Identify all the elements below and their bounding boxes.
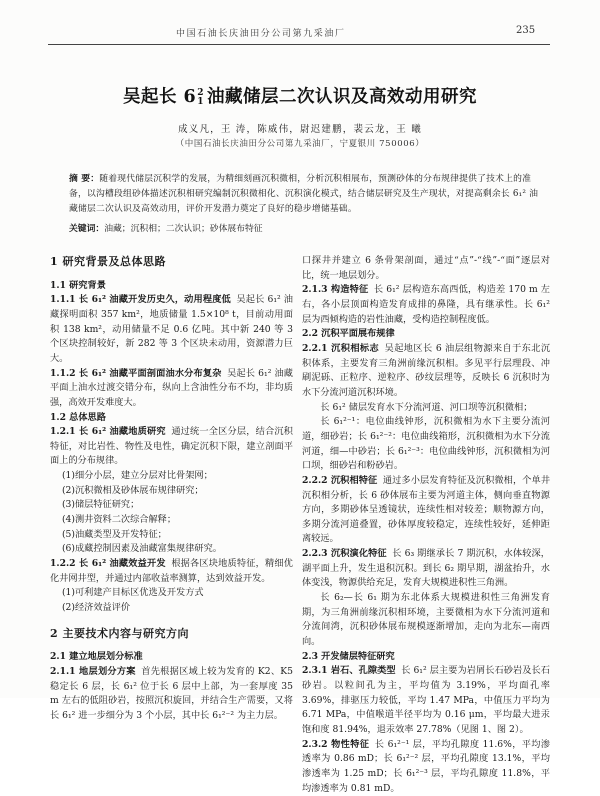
- author-list: 成义凡，王 涛，陈威伟，尉迟建鹏，裴云龙，王 曦: [178, 124, 422, 135]
- affiliation: （中国石油长庆油田分公司第九采油厂，宁夏银川 750006）: [175, 139, 425, 149]
- paragraph-lead: 1.2.1 长 6₁² 油藏地质研究: [50, 426, 166, 438]
- body-column-right: [302, 254, 551, 794]
- paragraph-text: 长 6₁²⁻¹：电位曲线钟形，沉积微相为水下主要分流河道，细砂岩；长 6₁²⁻²：电位曲线箱形，沉积微相为水下分流河道，细—中砂岩；长 6₁²⁻³：电位曲线钟形，沉积微相为河口坝，细砂岩和粉砂岩。: [302, 416, 550, 472]
- paragraph: [302, 591, 550, 650]
- list-item: (2)经济效益评价: [61, 602, 131, 614]
- paragraph-lead: 1.1.2 长 6₁² 油藏平面剖面油水分布复杂: [50, 367, 222, 379]
- paragraph: [50, 293, 293, 366]
- paragraph-text: 吴起长 6₁² 油藏平面上油水过渡交错分布，纵向上含油性分布不均，非均质强，高效开发难度大。: [50, 367, 293, 408]
- title-part-a: 吴起长 6: [122, 87, 197, 107]
- paragraph-lead: 1.2.2 长 6₁² 油藏效益开发: [50, 558, 166, 570]
- keywords-label: 关键词：: [69, 224, 105, 234]
- paragraph: [302, 415, 550, 474]
- paragraph-text: 长 6₁² 层主要为岩屑长石砂岩及长石砂岩。以粒间孔为主，平均值为 3.19%，平均面孔率 3.69%，排驱压力较低，平均 1.47 MPa，中值压力平均为 6.71 MPa，中值喉道半径平均为 0.16 μm，平均最大进汞饱和度 81.94%，退汞效率 27.78%（见图 1、图 2）。: [302, 665, 550, 735]
- paragraph: [50, 557, 293, 586]
- list-item: (3)储层特征研究；: [61, 499, 140, 511]
- body-column-left: [50, 254, 293, 721]
- paragraph-text: 长 6₁² 层构造东高西低，构造差 170 m 左右，各小层顶面构造发育成排的鼻隆，具有继承性。长 6₁² 层为西倾构造的岩性油藏，受构造控制程度低。: [302, 284, 550, 325]
- paper-title: [0, 83, 600, 108]
- paragraph: [302, 547, 550, 591]
- paragraph-text: 吴起长 6₁² 油藏探明面积 357 km²，地质储量 1.5×10⁸ t，目前动用面积 138 km²，动用储量不足 0.6 亿吨。其中新 240 等 3 个区块控制较好，新 282 等 3 个区块未动用，资源潜力巨大。: [50, 294, 293, 364]
- paragraph-lead: 2.2.2 沉积相特征: [302, 474, 378, 486]
- abstract: [69, 172, 547, 217]
- list-item: (6)成藏控制因素及油藏富集规律研究。: [61, 543, 222, 555]
- list-item: (1)可利建产目标区优选及开发方式: [61, 587, 204, 599]
- paragraph-lead: 1.1.1 长 6₁² 油藏开发历史久，动用程度低: [50, 294, 231, 306]
- paragraph: [302, 342, 550, 401]
- paragraph-lead: 2.2.1 沉积相标志: [302, 342, 380, 354]
- section-heading: 2 主要技术内容与研究方向: [50, 626, 189, 640]
- paragraph: [50, 367, 293, 411]
- paragraph-text: 长 6₁²⁻¹ 层，平均孔隙度 11.6%，平均渗透率为 0.86 mD；长 6₁²⁻² 层，平均孔隙度 13.1%，平均渗透率为 1.25 mD；长 6₁²⁻³ 层，平均孔隙度 11.8%，平均渗透率为 0.81 mD。: [302, 738, 550, 794]
- abstract-label: 摘 要：: [69, 174, 100, 184]
- paragraph: [302, 664, 550, 737]
- title-subscript: 1: [197, 96, 205, 107]
- paragraph-text: 通过多小层发育特征及沉积微相，个单井沉积相分析，长 6 砂体展布主要为河道主体，侧向垂直物源方向，多期砂体呈透镜状，连续性相对较差；顺物源方向，多期分流河道叠置，砂体厚度较稳定，连续性较好，延伸距离较远。: [302, 474, 551, 545]
- paragraph-lead: 2.2.3 沉积演化特征: [302, 548, 387, 560]
- paragraph: [302, 283, 550, 327]
- subsection-heading: 2.3 开发储层特征研究: [302, 650, 395, 662]
- subsection-heading: 2.2 沉积平面展布规律: [302, 328, 395, 340]
- list-item: (4)测井资料二次综合解释；: [61, 514, 177, 526]
- title-script: [197, 89, 204, 107]
- paragraph: [50, 665, 293, 724]
- list-item: (5)油藏类型及开发特征；: [61, 528, 167, 540]
- paragraph-lead: 2.1.3 构造特征: [302, 284, 369, 296]
- subsection-heading: 1.1 研究背景: [50, 279, 106, 291]
- paragraph-text: 根据各区块地质特征，精细优化井网井型，并通过内部收益率测算，达到效益开发。: [50, 558, 293, 584]
- running-header-journal: 中国石油长庆油田分公司第九采油厂: [176, 29, 346, 39]
- paragraph-text: 长 6₂—长 6₁ 期为东北体系大规模进积性三角洲发育期，为三角洲前缘沉积相环境，主要微相为水下分流河道和分流间湾，沉积砂体展布规模逐渐增加，走向为北东—南西向。: [302, 592, 550, 648]
- paragraph-text: 通过统一全区分层，结合沉积特征，对比岩性、物性及电性，确定沉积下限，建立剖面平面上的分布规律。: [50, 426, 293, 467]
- list-item: (2)沉积微相及砂体展布规律研究；: [61, 484, 204, 496]
- keywords: [69, 222, 547, 237]
- title-superscript: 2: [197, 87, 205, 98]
- paragraph-lead: 2.3.2 物性特征: [302, 738, 370, 750]
- header-rule: [48, 44, 550, 45]
- paragraph-text: 长 6₁² 储层发育水下分流河道、河口坝等沉积微相；: [320, 401, 533, 413]
- subsection-heading: 2.1 建立地层划分标准: [50, 651, 143, 663]
- paragraph: [50, 425, 293, 469]
- keywords-text: 油藏；沉积相；二次认识；砂体展布特征: [104, 224, 263, 234]
- list-item: (1)细分小层，建立分层对比骨架网；: [61, 470, 213, 482]
- title-part-b: 油藏储层二次认识及高效动用研究: [207, 87, 478, 107]
- paragraph: [302, 474, 550, 547]
- section-heading: 1 研究背景及总体思路: [50, 255, 166, 268]
- page-number: 235: [516, 25, 536, 36]
- paragraph-lead: 2.1.1 地层划分方案: [50, 665, 136, 677]
- paragraph-text: 口探井并建立 6 条骨架剖面，通过“点”-“线”-“面”逐层对比，统一地层划分。: [302, 255, 550, 281]
- paragraph-lead: 2.3.1 岩石、孔隙类型: [302, 665, 396, 677]
- paragraph: [302, 401, 550, 416]
- subsection-heading: 1.2 总体思路: [50, 411, 106, 423]
- paragraph: [302, 254, 550, 283]
- paragraph-text: 长 6₃ 期继承长 7 期沉积，水体较深，湖平面上升，发生退积沉积。到长 6₂ 期早期，湖盆抬升，水体变浅，物源供给充足，发育大规模进积性三角洲。: [302, 548, 550, 589]
- abstract-text: 随着现代储层沉积学的发展，为精细刻画沉积微相，分析沉积相展布，预测砂体的分布规律提供了技术上的准备，以沟槽段组砂体描述沉积相研究编制沉积微相化、沉积演化模式，结合储层研究及生产现状，对提高剩余长 6₁² 油藏储层二次认识及高效动用，评价开发潜力奠定了良好的稳步增储基础。: [69, 174, 539, 214]
- paragraph-text: 吴起地区长 6 油层组物源来自于东北沉积体系，主要发育三角洲前缘沉积相。多见平行层理段、冲刷泥砾、正粒序、逆粒序、砂纹层理等，反映长 6 沉积时为水下分流河道沉积环境。: [302, 342, 551, 398]
- paragraph: [302, 738, 550, 796]
- paragraph-text: 首先根据区域上较为发育的 K2、K5 稳定长 6 层，长 6₁² 位于长 6 层中上部，为一套厚度 35 m 左右的低阻砂岩，按照沉积旋回，并结合生产需要，又将长 6₁² 进一步细分为 3 个小层，其中长 6₁²⁻² 为主力层。: [50, 665, 293, 721]
